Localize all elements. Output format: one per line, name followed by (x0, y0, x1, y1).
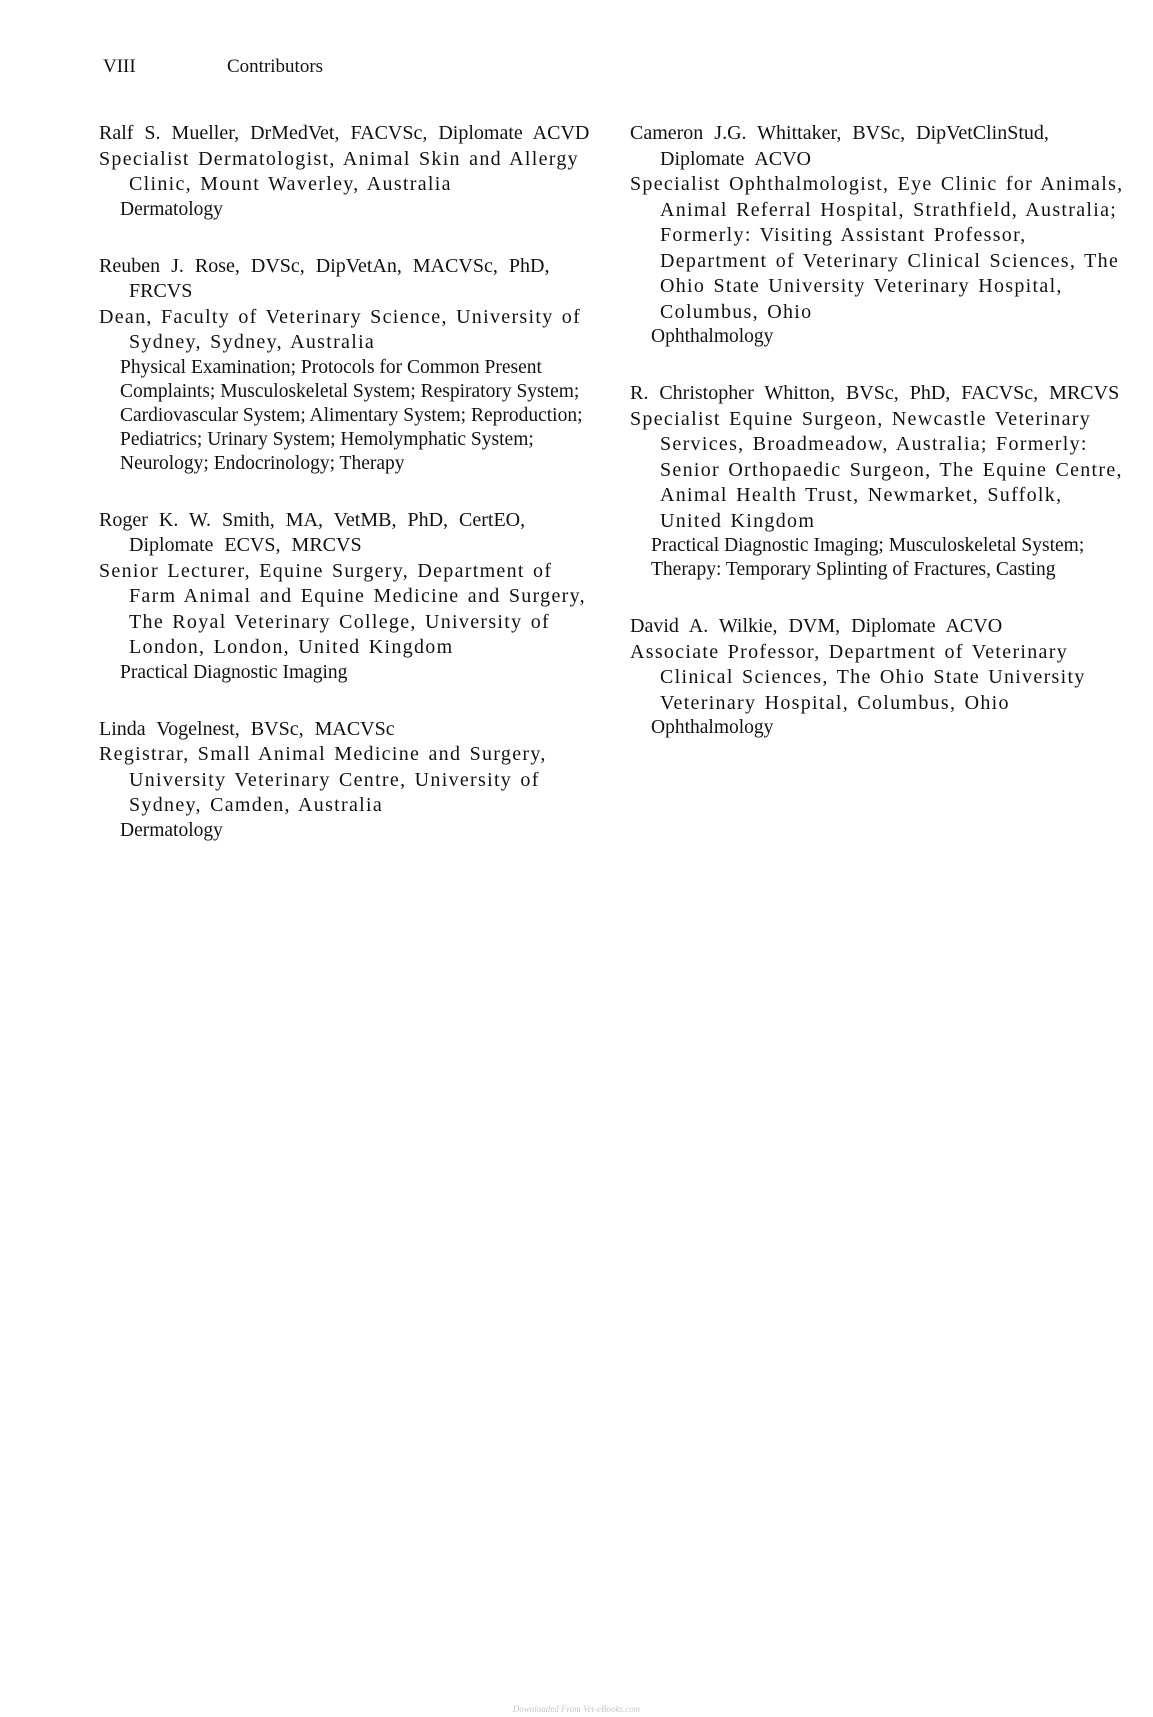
contributor-entry (630, 614, 1130, 740)
running-head (103, 56, 323, 78)
contributor-entry (99, 254, 599, 476)
page-number: VIII (103, 56, 136, 77)
section-title: Contributors (227, 56, 324, 77)
contributors-right-column (630, 121, 1130, 772)
contributor-affiliation: Specialist Equine Surgeon, Newcastle Veterinary Services, Broadmeadow, Australia; Formerly: Senior Orthopaedic Surgeon, The Equine Centre, Animal Health Trust, Newmarket, Suffolk, United Kingdom (630, 407, 1123, 532)
contributor-topics: Dermatology (120, 819, 223, 841)
contributor-name: Ralf S. Mueller, DrMedVet, FACVSc, Diplomate ACVD (99, 122, 590, 144)
contributor-affiliation: Specialist Ophthalmologist, Eye Clinic for Animals, Animal Referral Hospital, Strathfield, Australia; Formerly: Visiting Assistant Professor, Department of Veterinary Clinical Sciences, The Ohio State University Veterinary Hospital, Columbus, Ohio (630, 173, 1124, 323)
contributor-name: R. Christopher Whitton, BVSc, PhD, FACVSc, MRCVS (630, 382, 1120, 404)
contributor-topics: Practical Diagnostic Imaging (120, 661, 348, 683)
contributor-name: Roger K. W. Smith, MA, VetMB, PhD, CertEO, Diplomate ECVS, MRCVS (99, 508, 526, 556)
contributor-affiliation: Senior Lecturer, Equine Surgery, Department of Farm Animal and Equine Medicine and Surgery, The Royal Veterinary College, University of London, London, United Kingdom (99, 559, 586, 658)
contributor-topics: Dermatology (120, 198, 223, 220)
contributor-entry (630, 121, 1130, 349)
contributor-affiliation: Dean, Faculty of Veterinary Science, University of Sydney, Sydney, Australia (99, 305, 582, 353)
contributors-left-column (99, 121, 599, 875)
contributor-entry (99, 508, 599, 685)
contributor-topics: Physical Examination; Protocols for Common Present Complaints; Musculoskeletal System; Respiratory System; Cardiovascular System; Alimentary System; Reproduction; Pediatrics; Urinary System; Hemolymphatic System; Neurology; Endocrinology; Therapy (120, 356, 583, 474)
contributor-affiliation: Registrar, Small Animal Medicine and Surgery, University Veterinary Centre, University of Sydney, Camden, Australia (99, 743, 547, 816)
contributor-name: Cameron J.G. Whittaker, BVSc, DipVetClinStud, Diplomate ACVO (630, 122, 1049, 170)
contributor-affiliation: Associate Professor, Department of Veterinary Clinical Sciences, The Ohio State University Veterinary Hospital, Columbus, Ohio (630, 640, 1086, 714)
contributor-entry (630, 381, 1130, 582)
contributor-name: Reuben J. Rose, DVSc, DipVetAn, MACVSc, PhD, FRCVS (99, 254, 550, 302)
download-watermark: Downloaded From Vet-eBooks.com (512, 1704, 641, 1714)
contributor-entry (99, 717, 599, 843)
contributor-name: David A. Wilkie, DVM, Diplomate ACVO (630, 615, 1003, 637)
contributor-topics: Ophthalmology (651, 717, 774, 738)
contributor-name: Linda Vogelnest, BVSc, MACVSc (99, 717, 395, 740)
contributor-affiliation: Specialist Dermatologist, Animal Skin and Allergy Clinic, Mount Waverley, Australia (99, 147, 579, 195)
contributor-topics: Practical Diagnostic Imaging; Musculoskeletal System; Therapy: Temporary Splinting of Fractures, Casting (651, 535, 1085, 580)
contributor-topics: Ophthalmology (651, 326, 774, 347)
contributor-entry (99, 121, 599, 222)
